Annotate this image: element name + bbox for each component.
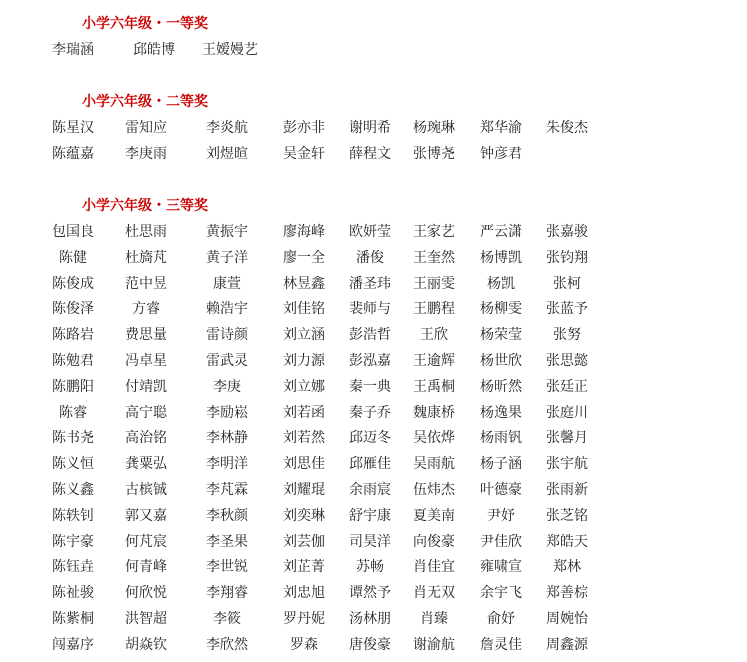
student-name: 陈义鑫 xyxy=(52,482,94,498)
student-name: 谭然予 xyxy=(349,585,391,602)
student-name: 杨柳雯 xyxy=(480,301,522,318)
student-name: 胡焱钦 xyxy=(125,636,167,653)
student-name: 陈俊成 xyxy=(52,275,94,292)
student-name: 彭亦非 xyxy=(283,120,325,136)
section-title-third-prize: 小学六年级・三等奖 xyxy=(82,198,208,214)
student-name: 刘若函 xyxy=(283,404,325,421)
name-row xyxy=(0,533,747,559)
student-name: 薛程文 xyxy=(349,146,391,162)
student-name: 唐俊豪 xyxy=(349,636,391,653)
name-row xyxy=(0,610,747,636)
student-name: 杨逸果 xyxy=(480,404,522,421)
student-name: 夏美南 xyxy=(413,507,455,524)
student-name: 司昊洋 xyxy=(349,533,391,550)
student-name: 魏康桥 xyxy=(413,404,455,421)
student-name: 余雨宸 xyxy=(349,482,391,498)
student-name: 冯卓星 xyxy=(125,353,167,369)
student-name: 郑皓天 xyxy=(546,533,588,550)
student-name: 李翔睿 xyxy=(206,585,248,602)
name-row xyxy=(0,249,747,275)
student-name: 张馨月 xyxy=(546,430,588,447)
student-name: 王家艺 xyxy=(413,224,455,240)
student-name: 陈轶钊 xyxy=(52,507,94,524)
name-row xyxy=(0,507,747,533)
name-row xyxy=(0,481,747,507)
student-name: 林昱鑫 xyxy=(283,275,325,292)
student-name: 陈紫桐 xyxy=(52,611,94,627)
student-name: 杨琬琳 xyxy=(413,120,455,136)
student-name: 郭又嘉 xyxy=(125,507,167,524)
student-name: 陈星汉 xyxy=(52,120,94,136)
student-name: 陈健 xyxy=(59,249,87,266)
name-row xyxy=(0,455,747,481)
student-name: 叶德豪 xyxy=(480,482,522,498)
student-name: 向俊豪 xyxy=(413,533,455,550)
student-name: 张博尧 xyxy=(413,146,455,162)
student-name: 杨子涵 xyxy=(480,456,522,473)
student-name: 邱雁佳 xyxy=(349,456,391,473)
student-name: 余宇飞 xyxy=(480,585,522,602)
name-row xyxy=(0,275,747,301)
section-title-second-prize: 小学六年级・二等奖 xyxy=(82,94,208,110)
student-name: 伍炜杰 xyxy=(413,482,455,498)
student-name: 康萱 xyxy=(213,275,241,292)
student-name: 汤林朋 xyxy=(349,611,391,627)
student-name: 罗森 xyxy=(290,636,318,653)
student-name: 杨昕然 xyxy=(480,378,522,395)
student-name: 张努 xyxy=(553,327,581,344)
student-name: 张庭川 xyxy=(546,404,588,421)
student-name: 李林静 xyxy=(206,430,248,447)
student-name: 杜思雨 xyxy=(125,224,167,240)
student-name: 古槟铖 xyxy=(125,482,167,498)
student-name: 李明洋 xyxy=(206,456,248,473)
student-name: 陈宇豪 xyxy=(52,533,94,550)
student-name: 杨雨钒 xyxy=(480,430,522,447)
student-name: 吴金轩 xyxy=(283,146,325,162)
student-name: 李芃霖 xyxy=(206,482,248,498)
student-name: 王鹏程 xyxy=(413,301,455,318)
name-row xyxy=(0,119,747,145)
student-name: 杨博凯 xyxy=(480,249,522,266)
student-name: 郑林 xyxy=(553,559,581,576)
student-name: 王奎然 xyxy=(413,249,455,266)
student-name: 李庚雨 xyxy=(125,146,167,162)
student-name: 王丽雯 xyxy=(413,275,455,292)
student-name: 朱俊杰 xyxy=(546,120,588,136)
student-name: 刘若然 xyxy=(283,430,325,447)
student-name: 廖一全 xyxy=(283,249,325,266)
section-title-first-prize: 小学六年级・一等奖 xyxy=(82,16,208,32)
student-name: 雷诗颜 xyxy=(206,327,248,344)
student-name: 严云潇 xyxy=(480,224,522,240)
name-row xyxy=(0,429,747,455)
student-name: 刘奕琳 xyxy=(283,507,325,524)
student-name: 裴师与 xyxy=(349,301,391,318)
student-name: 陈义恒 xyxy=(52,456,94,473)
student-name: 吴雨航 xyxy=(413,456,455,473)
student-name: 何欣悦 xyxy=(125,585,167,602)
student-name: 廖海峰 xyxy=(283,224,325,240)
student-name: 周婉怡 xyxy=(546,611,588,627)
student-name: 尹佳欣 xyxy=(480,533,522,550)
student-name: 刘立娜 xyxy=(283,378,325,395)
student-name: 张钧翔 xyxy=(546,249,588,266)
student-name: 尹妤 xyxy=(487,507,515,524)
student-name: 张宇航 xyxy=(546,456,588,473)
student-name: 杨凯 xyxy=(487,275,515,292)
student-name: 肖臻 xyxy=(420,611,448,627)
student-name: 欧妍莹 xyxy=(349,224,391,240)
student-name: 刘佳铭 xyxy=(283,301,325,318)
student-name: 李圣果 xyxy=(206,533,248,550)
student-name: 李炎航 xyxy=(206,120,248,136)
student-name: 肖无双 xyxy=(413,585,455,602)
student-name: 潘圣玮 xyxy=(349,275,391,292)
student-name: 陈俊泽 xyxy=(52,301,94,318)
student-name: 雷武灵 xyxy=(206,353,248,369)
student-name: 高治铭 xyxy=(125,430,167,447)
name-row xyxy=(0,352,747,378)
student-name: 彭浩哲 xyxy=(349,327,391,344)
student-name: 杨世欣 xyxy=(480,353,522,369)
name-row xyxy=(0,41,747,67)
student-name: 刘立涵 xyxy=(283,327,325,344)
student-name: 李秋颜 xyxy=(206,507,248,524)
student-name: 张芝铭 xyxy=(546,507,588,524)
student-name: 何芃宸 xyxy=(125,533,167,550)
student-name: 李瑞涵 xyxy=(52,42,94,58)
student-name: 邱迈冬 xyxy=(349,430,391,447)
student-name: 陈勉君 xyxy=(52,353,94,369)
student-name: 杨荣莹 xyxy=(480,327,522,344)
name-row xyxy=(0,636,747,662)
student-name: 刘力源 xyxy=(283,353,325,369)
student-name: 李欣然 xyxy=(206,636,248,653)
student-name: 高宁聪 xyxy=(125,404,167,421)
student-name: 杜旖芃 xyxy=(125,249,167,266)
student-name: 潘俊 xyxy=(356,249,384,266)
student-name: 彭泓嘉 xyxy=(349,353,391,369)
student-name: 李励崧 xyxy=(206,404,248,421)
student-name: 刘芷菁 xyxy=(283,559,325,576)
student-name: 王禹桐 xyxy=(413,378,455,395)
student-name: 张蓝予 xyxy=(546,301,588,318)
student-name: 秦子乔 xyxy=(349,404,391,421)
student-name: 苏畅 xyxy=(356,559,384,576)
student-name: 张廷正 xyxy=(546,378,588,395)
student-name: 李世锐 xyxy=(206,559,248,576)
name-row xyxy=(0,584,747,610)
student-name: 陈蕴嘉 xyxy=(52,146,94,162)
student-name: 刘芸伽 xyxy=(283,533,325,550)
student-name: 王嫒嫚艺 xyxy=(202,42,258,58)
student-name: 付靖凯 xyxy=(125,378,167,395)
student-name: 洪智超 xyxy=(125,611,167,627)
student-name: 费思量 xyxy=(125,327,167,344)
name-row xyxy=(0,326,747,352)
student-name: 何青峰 xyxy=(125,559,167,576)
student-name: 王逾辉 xyxy=(413,353,455,369)
student-name: 范中昱 xyxy=(125,275,167,292)
student-name: 张柯 xyxy=(553,275,581,292)
student-name: 舒宇康 xyxy=(349,507,391,524)
student-name: 李庚 xyxy=(213,378,241,395)
student-name: 陈睿 xyxy=(59,404,87,421)
name-row xyxy=(0,223,747,249)
student-name: 谢渝航 xyxy=(413,636,455,653)
name-row xyxy=(0,558,747,584)
student-name: 詹灵佳 xyxy=(480,636,522,653)
student-name: 郑华渝 xyxy=(480,120,522,136)
student-name: 周鑫源 xyxy=(546,636,588,653)
student-name: 陈钰垚 xyxy=(52,559,94,576)
student-name: 谢明希 xyxy=(349,120,391,136)
student-name: 郑善棕 xyxy=(546,585,588,602)
student-name: 方睿 xyxy=(132,301,160,318)
student-name: 俞妤 xyxy=(487,611,515,627)
student-name: 肖佳宜 xyxy=(413,559,455,576)
name-row xyxy=(0,404,747,430)
student-name: 黄子洋 xyxy=(206,249,248,266)
student-name: 陈路岩 xyxy=(52,327,94,344)
student-name: 秦一典 xyxy=(349,378,391,395)
student-name: 王欣 xyxy=(420,327,448,344)
student-name: 陈祉骏 xyxy=(52,585,94,602)
student-name: 罗丹妮 xyxy=(283,611,325,627)
student-name: 龚粟弘 xyxy=(125,456,167,473)
student-name: 张雨新 xyxy=(546,482,588,498)
student-name: 刘耀琨 xyxy=(283,482,325,498)
student-name: 张嘉骏 xyxy=(546,224,588,240)
student-name: 闯嘉序 xyxy=(52,636,94,653)
student-name: 刘思佳 xyxy=(283,456,325,473)
name-row xyxy=(0,145,747,171)
student-name: 邱皓博 xyxy=(133,42,175,58)
student-name: 钟彦君 xyxy=(480,146,522,162)
name-row xyxy=(0,378,747,404)
student-name: 陈书尧 xyxy=(52,430,94,447)
student-name: 刘煜暄 xyxy=(206,146,248,162)
student-name: 陈鹏阳 xyxy=(52,378,94,395)
student-name: 雍啸宣 xyxy=(480,559,522,576)
student-name: 张思懿 xyxy=(546,353,588,369)
student-name: 包国良 xyxy=(52,224,94,240)
student-name: 黄振宇 xyxy=(206,224,248,240)
name-row xyxy=(0,300,747,326)
student-name: 吴依烨 xyxy=(413,430,455,447)
student-name: 赖浩宇 xyxy=(206,301,248,318)
student-name: 李筱 xyxy=(213,611,241,627)
student-name: 刘忠旭 xyxy=(283,585,325,602)
student-name: 雷知应 xyxy=(125,120,167,136)
